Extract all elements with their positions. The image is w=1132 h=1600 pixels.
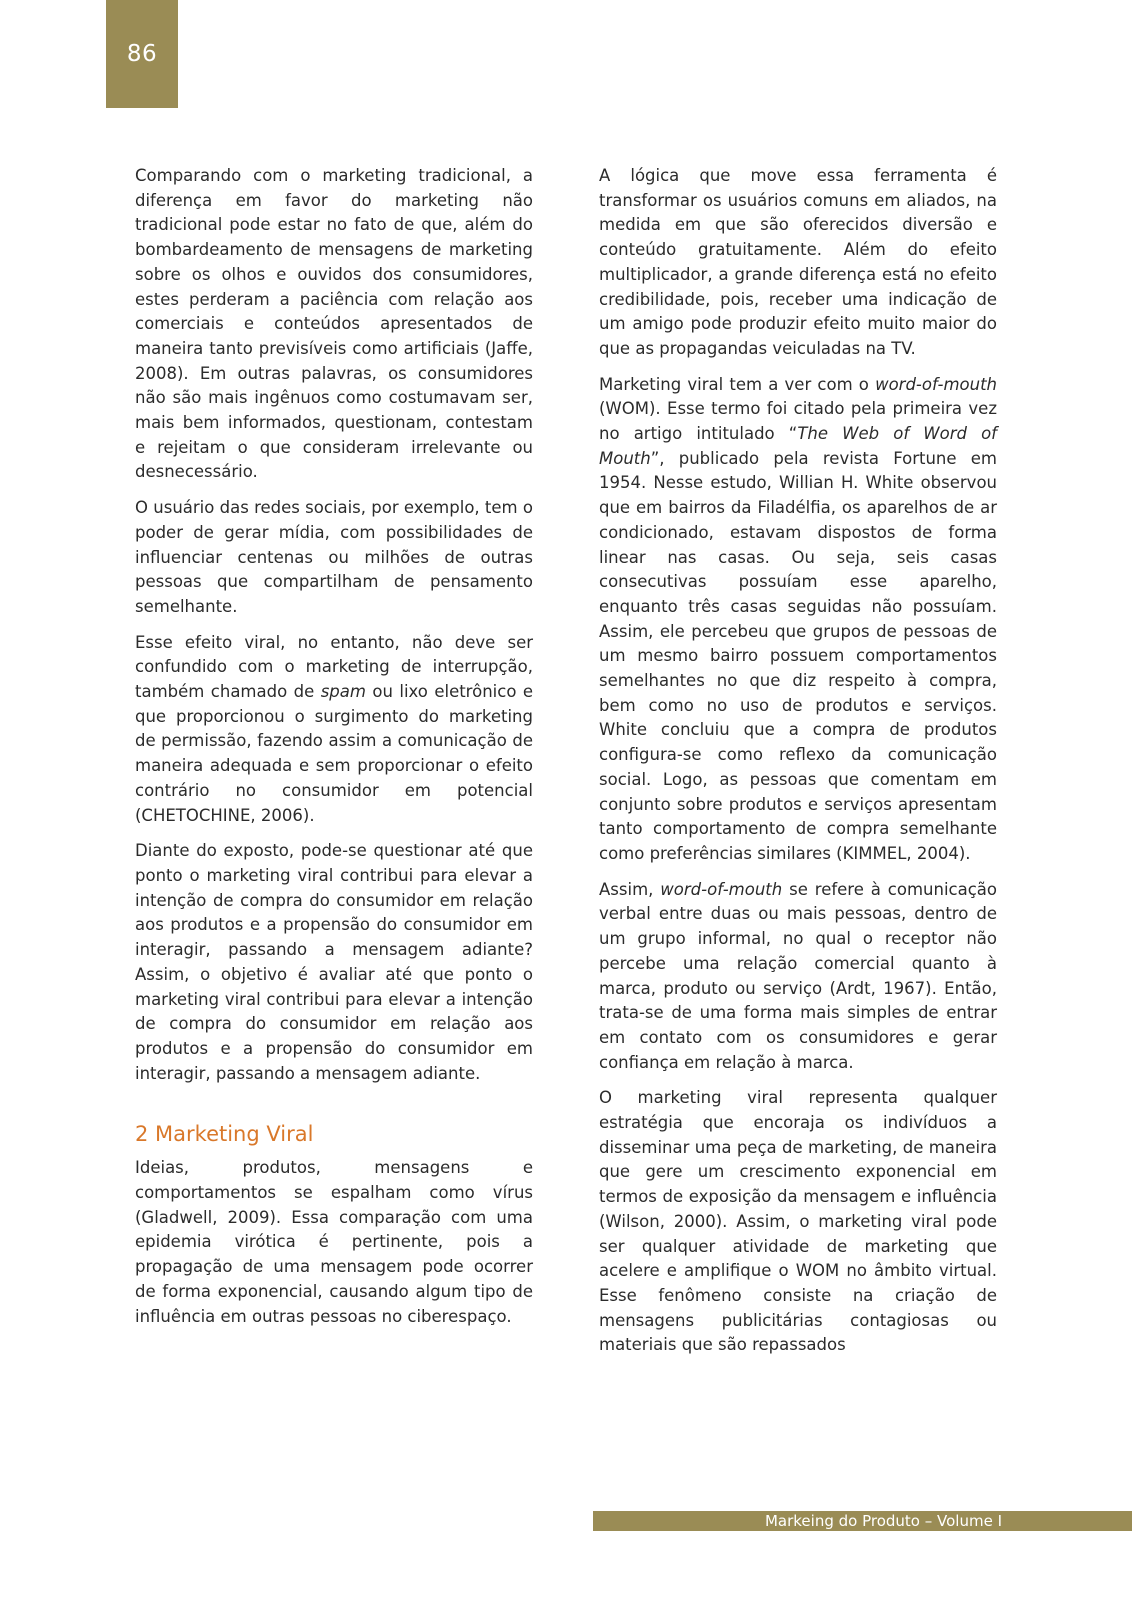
section-heading: 2 Marketing Viral <box>135 1122 314 1147</box>
paragraph: O marketing viral representa qualquer estratégia que encoraja os indivíduos a disseminar uma peça de marketing, de maneira que gere um crescimento exponencial em termos de exposição da mensagem e influência (Wilson, 2000). Assim, o marketing viral pode ser qualquer atividade de marketing que acelere e amplifique o WOM no âmbito virtual. Esse fenômeno consiste na criação de mensagens publicitárias contagiosas ou materiais que são repassados <box>599 1088 997 1355</box>
text-run: (WOM). Esse termo foi citado pela primeira vez no artigo intitulado “ <box>599 399 997 444</box>
emphasis: word-of-mouth <box>660 879 783 899</box>
paragraph: O usuário das redes sociais, por exemplo, tem o poder de gerar mídia, com possibilidades de influenciar centenas ou milhões de outras pessoas que compartilham de pensamento semelhante. <box>135 498 533 616</box>
page-number: 86 <box>126 41 158 67</box>
text-run: ”, publicado pela revista Fortune em 1954. Nesse estudo, Willian H. White observou que em bairros da Filadélfia, os aparelhos de ar condicionado, estavam dispostos de forma linear nas casas. Ou seja, seis casas consecutivas possuíam esse aparelho, enquanto três casas seguidas não possuíam. Assim, ele percebeu que grupos de pessoas de um mesmo bairro possuem comportamentos semelhantes no que diz respeito à compra, bem como no uso de produtos e serviços. White concluiu que a compra de produtos configura-se como reflexo da comunicação social. Logo, as pessoas que comentam em conjunto sobre produtos e serviços apresentam tanto comportamento de compra semelhante como preferências similares (KIMMEL, 2004). <box>599 448 997 863</box>
emphasis: word-of-mouth <box>875 374 997 394</box>
paragraph: Ideias, produtos, mensagens e comportamentos se espalham como vírus (Gladwell, 2009). Essa comparação com uma epidemia virótica é pertinente, pois a propagação de uma mensagem pode ocorrer de forma exponencial, causando algum tipo de influência em outras pessoas no ciberespaço. <box>135 1158 533 1326</box>
paragraph: Comparando com o marketing tradicional, a diferença em favor do marketing não tradicional pode estar no fato de que, além do bombardeamento de mensagens de marketing sobre os olhos e ouvidos dos consumidores, estes perderam a paciência com relação aos comerciais e conteúdos apresentados de maneira tanto previsíveis como artificiais (Jaffe, 2008). Em outras palavras, os consumidores não são mais ingênuos como costumavam ser, mais bem informados, questionam, contestam e rejeitam o que consideram irrelevante ou desnecessário. <box>135 166 533 482</box>
right-column <box>599 164 997 1358</box>
text-run: ou lixo eletrônico e que proporcionou o surgimento do marketing de permissão, fazendo assim a comunicação de maneira adequada e sem proporcionar o efeito contrário no consumidor em potencial (CHETOCHINE, 2006). <box>135 682 533 825</box>
paragraph <box>599 373 997 867</box>
left-column <box>135 164 533 1329</box>
text-run: Assim, <box>599 879 661 899</box>
footer-bar <box>593 1511 1132 1531</box>
footer-title: Markeing do Produto – Volume I <box>764 1512 1002 1530</box>
text-run: Esse efeito viral, no entanto, não deve ser confundido com o marketing de interrupção, também chamado de <box>135 632 533 702</box>
paragraph: Diante do exposto, pode-se questionar até que ponto o marketing viral contribui para elevar a intenção de compra do consumidor em relação aos produtos e a propensão do consumidor em interagir, passando a mensagem adiante? Assim, o objetivo é avaliar até que ponto o marketing viral contribui para elevar a intenção de compra do consumidor em relação aos produtos e a propensão do consumidor em interagir, passando a mensagem adiante. <box>135 841 533 1083</box>
emphasis: spam <box>320 682 366 702</box>
paragraph <box>599 878 997 1076</box>
page-number-tab <box>106 0 178 108</box>
text-run: se refere à comunicação verbal entre duas ou mais pessoas, dentro de um grupo informal, no qual o receptor não percebe uma relação comercial quanto à marca, produto ou serviço (Ardt, 1967). Então, trata-se de uma forma mais simples de entrar em contato com os consumidores e gerar confiança em relação à marca. <box>599 879 997 1072</box>
paragraph: A lógica que move essa ferramenta é transformar os usuários comuns em aliados, na medida em que são oferecidos diversão e conteúdo gratuitamente. Além do efeito multiplicador, a grande diferença está no efeito credibilidade, pois, receber uma indicação de um amigo pode produzir efeito muito maior do que as propagandas veiculadas na TV. <box>599 166 997 358</box>
paragraph <box>135 631 533 829</box>
text-run: Marketing viral tem a ver com o <box>599 374 876 394</box>
emphasis: The Web of Word of Mouth <box>599 424 997 468</box>
